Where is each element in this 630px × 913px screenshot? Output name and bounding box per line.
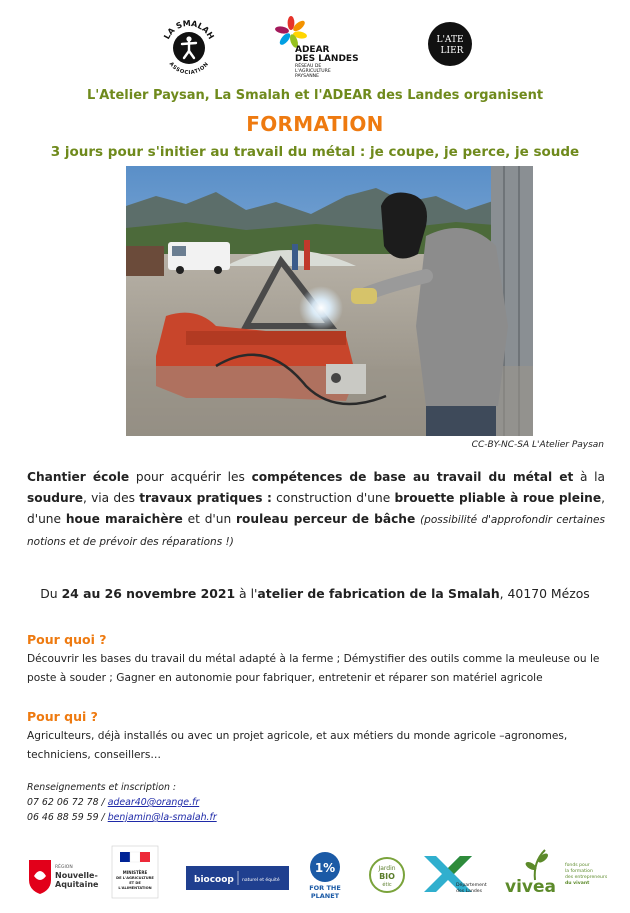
vivea-tagline-4: du vivant xyxy=(565,881,590,886)
phone-2: 06 46 88 59 59 xyxy=(27,812,99,823)
vivea-tagline-3: des entrepreneurs xyxy=(565,875,608,880)
dates-text: à l' xyxy=(235,586,258,601)
contact-line-1 xyxy=(27,795,327,810)
separator: / xyxy=(98,797,108,808)
departement-line-1: Département xyxy=(456,883,487,888)
jardin-line-1: Jardin xyxy=(378,865,396,872)
intro-text: , via des xyxy=(82,491,140,505)
intro-paragraph xyxy=(27,467,605,553)
organisers-line: L'Atelier Paysan, La Smalah et l'ADEAR des Landes organisent xyxy=(86,88,544,103)
pourquoi-text: Découvrir les bases du travail du métal adapté à la ferme ; Démystifier des outils comme la meuleuse ou le poste à souder ; Gagner en autonomie pour fabriquer, entretenir et réparer son matériel agricole xyxy=(27,653,600,684)
region-name-2: Aquitaine xyxy=(55,880,99,889)
adear-des-landes-logo xyxy=(275,12,375,78)
email-link-2[interactable]: benjamin@la-smalah.fr xyxy=(107,812,217,823)
jardin-bio-logo xyxy=(368,855,406,895)
smalah-logo-top-text: LA SMALAH xyxy=(162,18,216,41)
email-link-1[interactable]: adear40@orange.fr xyxy=(107,797,200,808)
photo-credit: CC-BY-NC-SA L'Atelier Paysan xyxy=(471,440,604,450)
pourquoi-heading: Pour quoi ? xyxy=(27,632,107,647)
one-percent-text: 1% xyxy=(314,861,336,875)
contact-block xyxy=(27,780,327,825)
biocoop-logo xyxy=(186,866,289,890)
departement-des-landes-logo xyxy=(420,852,487,898)
contact-label: Renseignements et inscription : xyxy=(27,782,177,793)
biocoop-name: biocoop xyxy=(194,875,234,885)
location-postcode: , 40170 Mézos xyxy=(499,586,590,601)
one-percent-for-the-planet-logo xyxy=(304,850,346,900)
ministere-line-3: ET DE xyxy=(129,881,141,885)
pourqui-heading: Pour qui ? xyxy=(27,709,98,724)
ministere-agriculture-logo xyxy=(112,846,158,898)
adear-logo-line3: RÉSEAU DE xyxy=(295,64,322,69)
dates-text: Du xyxy=(40,586,62,601)
page-title: FORMATION xyxy=(246,112,384,136)
la-smalah-logo xyxy=(157,14,221,78)
intro-text: et d'un xyxy=(182,512,237,526)
adear-logo-line2: DES LANDES xyxy=(295,54,359,64)
phone-1: 07 62 06 72 78 xyxy=(27,797,99,808)
intro-text: travaux pratiques : xyxy=(139,491,272,505)
planet-line-2: PLANET xyxy=(310,892,340,900)
adear-logo-line4: L'AGRICULTURE xyxy=(295,69,331,74)
atelier-paysan-logo xyxy=(428,22,472,66)
vivea-name: vivea xyxy=(505,877,556,897)
intro-text: rouleau perceur de bâche xyxy=(236,512,416,526)
region-name-1: Nouvelle- xyxy=(55,871,98,880)
smalah-logo-bottom-text: ASSOCIATION xyxy=(167,61,211,77)
adear-logo-line5: PAYSANNE xyxy=(295,74,319,79)
ministere-line-4: L'ALIMENTATION xyxy=(118,886,152,890)
vivea-tagline-1: fonds pour xyxy=(565,863,590,868)
atelier-logo-line1: L'ATE xyxy=(436,35,464,45)
jardin-line-2: BIO xyxy=(379,872,395,881)
welding-photo xyxy=(126,166,533,436)
atelier-logo-line2: LIER xyxy=(440,46,464,56)
region-label: RÉGION xyxy=(55,865,73,870)
contact-line-2 xyxy=(27,810,327,825)
separator: / xyxy=(98,812,108,823)
planet-line-1: FOR THE xyxy=(309,884,341,892)
intro-note: (possibilité d'approfondir certaines notions et de prévoir des réparations !) xyxy=(27,514,605,548)
intro-text: houe maraichère xyxy=(65,512,183,526)
intro-text: , d'une xyxy=(27,491,605,526)
intro-text: Chantier école xyxy=(27,470,130,484)
intro-text: soudure xyxy=(27,491,83,505)
adear-logo-line1: ADEAR xyxy=(295,45,330,55)
biocoop-tagline: naturel et équité xyxy=(242,878,280,883)
page-subtitle: 3 jours pour s'initier au travail du métal : je coupe, je perce, je soude xyxy=(50,144,580,160)
pourqui-text: Agriculteurs, déjà installés ou avec un projet agricole, et aux métiers du monde agricole –agronomes, techniciens, conseillers… xyxy=(27,730,568,761)
intro-text: pour acquérir les xyxy=(129,470,252,484)
intro-text: compétences de base au travail du métal et xyxy=(251,470,574,484)
dates-location xyxy=(0,586,630,601)
vivea-logo xyxy=(505,844,613,900)
ministere-line-2: DE L'AGRICULTURE xyxy=(116,876,154,880)
vivea-tagline-2: la formation xyxy=(565,869,593,874)
jardin-line-3: étic xyxy=(382,882,392,888)
location-name: atelier de fabrication de la Smalah xyxy=(257,586,500,601)
intro-text: brouette pliable à roue pleine xyxy=(394,491,602,505)
date-range: 24 au 26 novembre 2021 xyxy=(61,586,236,601)
intro-text: à la xyxy=(573,470,605,484)
departement-line-2: des Landes xyxy=(456,889,483,894)
intro-text: construction d'une xyxy=(271,491,395,505)
ministere-line-1: MINISTÈRE xyxy=(122,870,148,875)
nouvelle-aquitaine-logo xyxy=(27,856,99,896)
